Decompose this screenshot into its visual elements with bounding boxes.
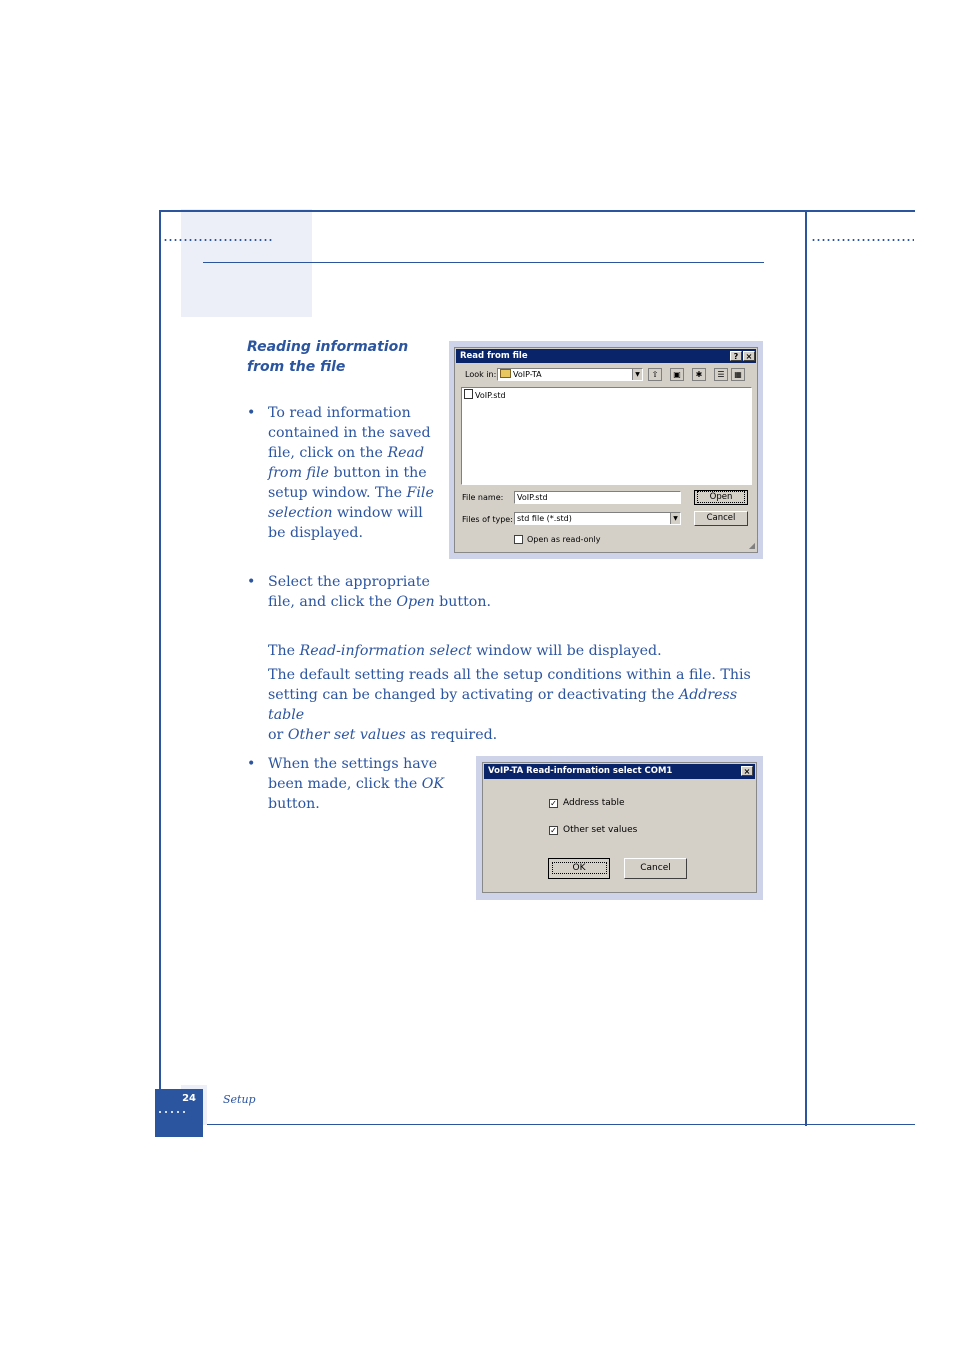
look-in-label: Look in:: [465, 370, 497, 379]
frame-left-rule: [159, 210, 161, 1090]
header-dots-left: [163, 239, 273, 241]
other-set-values-label: Other set values: [563, 825, 638, 835]
cancel-button[interactable]: Cancel: [624, 858, 687, 879]
files-of-type-select[interactable]: [514, 512, 681, 525]
bullet1-line5: setup window. The File: [268, 485, 434, 501]
ok-button[interactable]: [548, 858, 610, 879]
read-only-checkbox[interactable]: [514, 535, 523, 544]
section-heading: [247, 337, 437, 377]
read-from-file-dialog: [454, 347, 758, 553]
page-number: 24: [182, 1093, 196, 1104]
page-number-tab: [155, 1089, 203, 1137]
bullet2-line2: file, and click the Open button.: [268, 594, 491, 610]
bullet3-line2: been made, click the OK: [268, 776, 444, 792]
section-heading-line1: Reading information: [247, 339, 409, 355]
bullet1-line3: file, click on the Read: [268, 445, 425, 461]
file-item[interactable]: [464, 389, 506, 401]
bullet1-line6: selection window will: [268, 505, 423, 521]
new-folder-icon[interactable]: ✱: [692, 368, 706, 381]
chevron-down-icon[interactable]: ▼: [632, 369, 642, 380]
bullet3-line1: When the settings have: [268, 756, 438, 772]
bullet-marker: •: [247, 574, 256, 590]
bullet3-line3: button.: [268, 796, 320, 812]
bullet-read-info: [247, 403, 443, 543]
open-button-label: Open: [697, 491, 746, 503]
up-folder-icon[interactable]: ⇧: [648, 368, 662, 381]
list-view-icon[interactable]: ☰: [714, 368, 728, 381]
help-button[interactable]: ?: [730, 351, 742, 361]
close-button[interactable]: ×: [743, 351, 755, 361]
file-name-input[interactable]: VoIP.std: [514, 491, 681, 504]
dialog1-titlebar: [456, 349, 756, 363]
bullet1-line4: from file button in the: [268, 465, 427, 481]
look-in-value: VoIP-TA: [513, 370, 542, 379]
resize-grip-icon[interactable]: ◢: [748, 541, 755, 550]
look-in-select[interactable]: [497, 368, 643, 381]
file-item-name: VoIP.std: [475, 391, 506, 400]
cancel-button[interactable]: Cancel: [694, 511, 748, 526]
frame-right-rule: [805, 210, 807, 1126]
dialog1-title: Read from file: [460, 351, 528, 361]
address-table-checkbox[interactable]: ✓: [550, 799, 557, 808]
footer-section-name: Setup: [223, 1093, 256, 1106]
chevron-down-icon[interactable]: ▼: [670, 513, 680, 524]
section-heading-line2: from the file: [247, 359, 346, 375]
paragraph-window-displayed: The Read-information select window will be displayed.: [268, 643, 662, 659]
folder-icon: [500, 369, 511, 378]
file-icon: [464, 389, 473, 399]
bullet-marker: •: [247, 756, 256, 772]
other-set-values-checkbox[interactable]: ✓: [550, 826, 557, 835]
dialog2-title: VoIP-TA Read-information select COM1: [488, 766, 673, 776]
files-of-type-label: Files of type:: [462, 515, 513, 524]
desktop-icon[interactable]: ▣: [670, 368, 684, 381]
read-from-file-screenshot: [449, 341, 763, 559]
page-tab-dots: [157, 1111, 189, 1113]
read-info-select-dialog: [482, 762, 757, 893]
file-name-label: File name:: [462, 493, 504, 502]
header-panel: [181, 209, 312, 317]
open-button[interactable]: [694, 490, 748, 505]
header-rule: [203, 262, 764, 263]
file-list[interactable]: [461, 387, 752, 485]
para2-line2: setting can be changed by activating or deactivating the Address table: [268, 687, 738, 723]
details-view-icon[interactable]: ▦: [731, 368, 745, 381]
close-button[interactable]: ×: [741, 766, 753, 776]
read-info-select-screenshot: [476, 756, 763, 900]
bullet2-line1: Select the appropriate: [268, 574, 430, 590]
files-of-type-value: std file (*.std): [517, 514, 572, 523]
bullet-select-file: [247, 572, 568, 612]
para2-line1: The default setting reads all the setup conditions within a file. This: [268, 667, 751, 683]
paragraph-default-setting: [268, 665, 768, 745]
dialog2-titlebar: [484, 764, 755, 779]
bullet1-line2: contained in the saved: [268, 425, 431, 441]
para2-line3: or Other set values as required.: [268, 727, 498, 743]
frame-bottom-rule: [159, 1124, 915, 1125]
bullet1-line1: To read information: [268, 405, 411, 421]
header-dots-right: [811, 239, 914, 241]
bullet-click-ok: [247, 754, 448, 814]
bullet1-line7: be displayed.: [268, 525, 363, 541]
address-table-label: Address table: [563, 798, 625, 808]
bullet-marker: •: [247, 405, 256, 421]
ok-button-label: OK: [552, 862, 607, 874]
read-only-label: Open as read-only: [527, 535, 601, 544]
frame-top-rule: [159, 210, 915, 212]
